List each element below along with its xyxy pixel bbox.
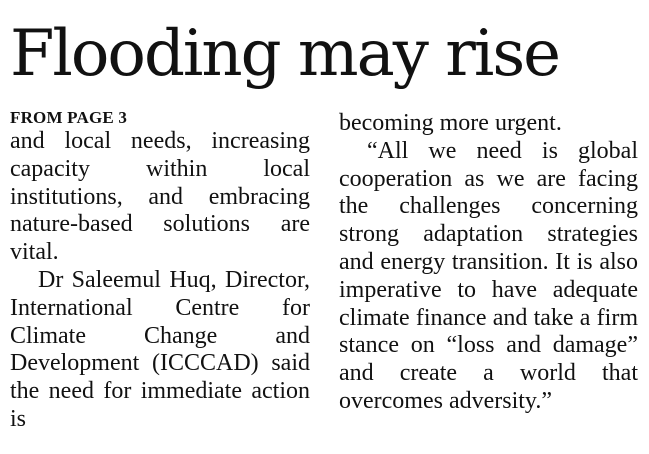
headline: Flooding may rise [10,17,560,91]
body-paragraph: Dr Saleemul Huq, Director, International Centre for Climate Change and Development (ICCCAD) said the need for immediate action is [10,266,310,432]
body-paragraph: and local needs, increasing capacity within local institutions, and embracing nature-based solutions are vital. [10,128,310,266]
quote-paragraph: “All we need is global cooperation as we are facing the challenges concerning strong adaptation strategies and energy transition. It is also imperative to have adequate climate finance and take a firm stance on “loss and damage” and create a world that overcomes adversity.” [339,137,638,414]
article-column-right [339,110,638,416]
article-column-left [10,109,310,434]
body-paragraph: becoming more urgent. [339,110,562,136]
continuation-kicker: FROM PAGE 3 [10,108,128,127]
